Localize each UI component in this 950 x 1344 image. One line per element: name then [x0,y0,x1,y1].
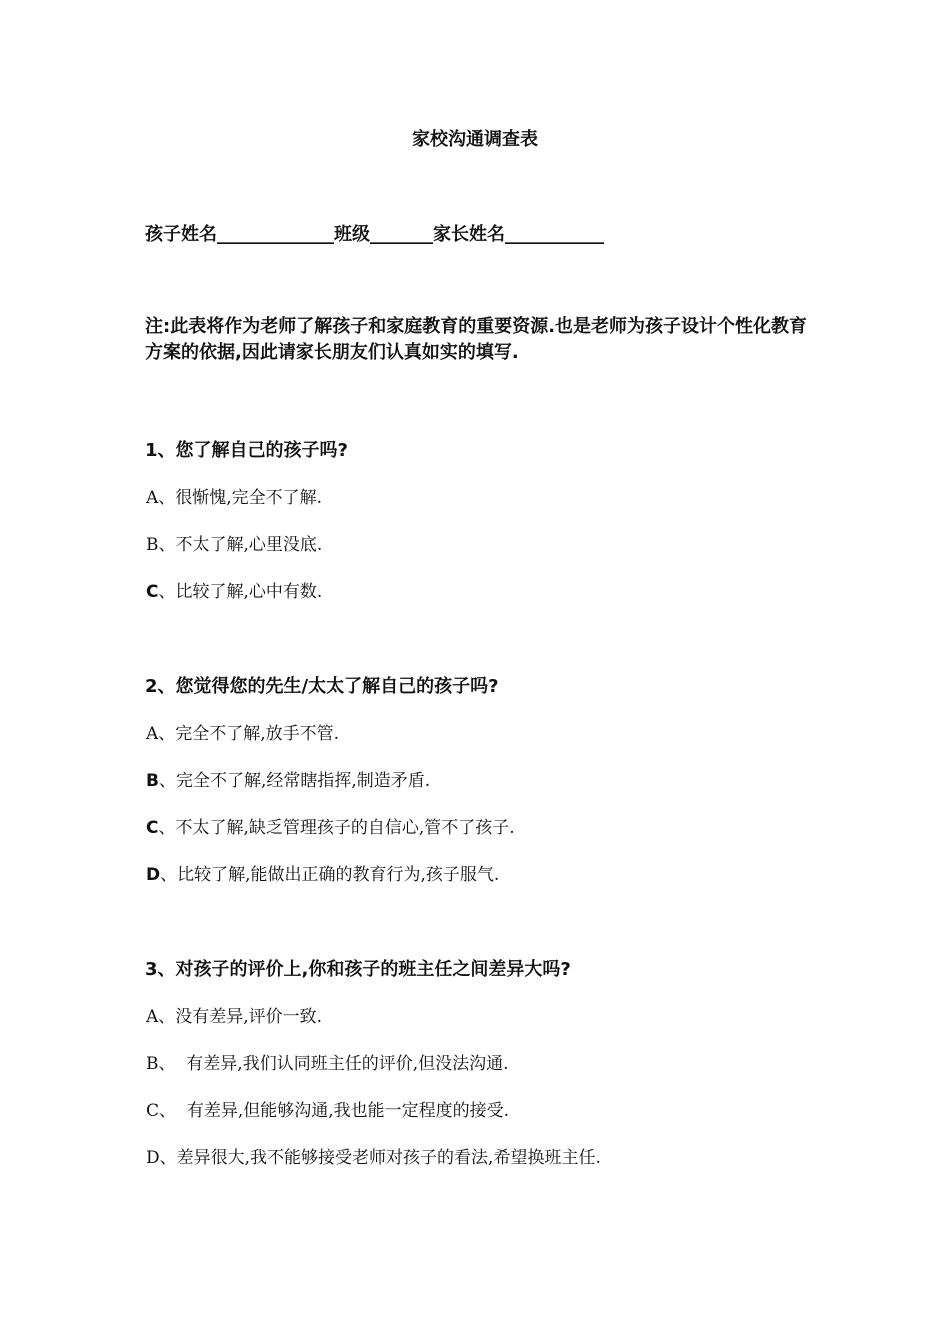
option-letter: A [146,724,159,744]
option-letter: C [146,582,159,602]
question-2-option-b [146,766,430,791]
option-text: 、没有差异,评价一致. [158,1007,323,1027]
student-info-line: 孩子姓名_____________班级_______家长姓名___________ [145,224,604,245]
option-letter: C [146,1101,160,1121]
option-text: 、 有差异,我们认同班主任的评价,但没法沟通. [158,1054,509,1074]
option-text: 、不太了解,心里没底. [158,535,323,555]
option-text: 、完全不了解,经常瞎指挥,制造矛盾. [158,771,431,791]
question-1-option-b [146,530,322,555]
option-text: 、不太了解,缺乏管理孩子的自信心,管不了孩子. [158,818,515,838]
question-3: 3、对孩子的评价上,你和孩子的班主任之间差异大吗? [145,959,571,980]
survey-note: 注:此表将作为老师了解孩子和家庭教育的重要资源.也是老师为孩子设计个性化教育方案的依据,因此请家长朋友们认真如实的填写. [145,316,808,363]
question-3-option-a [146,1002,322,1027]
question-2-option-d [146,860,499,885]
question-2: 2、您觉得您的先生/太太了解自己的孩子吗? [145,676,499,697]
question-2-option-c [146,813,515,838]
option-text: 、 有差异,但能够沟通,我也能一定程度的接受. [159,1101,510,1121]
option-text: 、比较了解,能做出正确的教育行为,孩子服气. [160,865,500,885]
option-letter: A [146,488,159,508]
question-3-option-d [146,1143,601,1168]
question-3-option-b [146,1049,509,1074]
option-letter: B [146,1054,159,1074]
option-letter: C [146,818,159,838]
option-letter: B [146,535,159,555]
question-2-option-a [146,719,339,744]
document-title: 家校沟通调查表 [412,129,538,150]
question-1-option-a [146,483,322,508]
option-letter: B [146,771,159,791]
question-3-option-c [146,1096,509,1121]
option-letter: D [146,865,161,885]
option-text: 、很惭愧,完全不了解. [158,488,323,508]
question-1-option-c [146,577,322,602]
option-text: 、比较了解,心中有数. [158,582,323,602]
option-text: 、差异很大,我不能够接受老师对孩子的看法,希望换班主任. [159,1148,601,1168]
option-letter: A [146,1007,159,1027]
option-letter: D [146,1148,160,1168]
question-1: 1、您了解自己的孩子吗? [145,440,348,461]
option-text: 、完全不了解,放手不管. [158,724,340,744]
